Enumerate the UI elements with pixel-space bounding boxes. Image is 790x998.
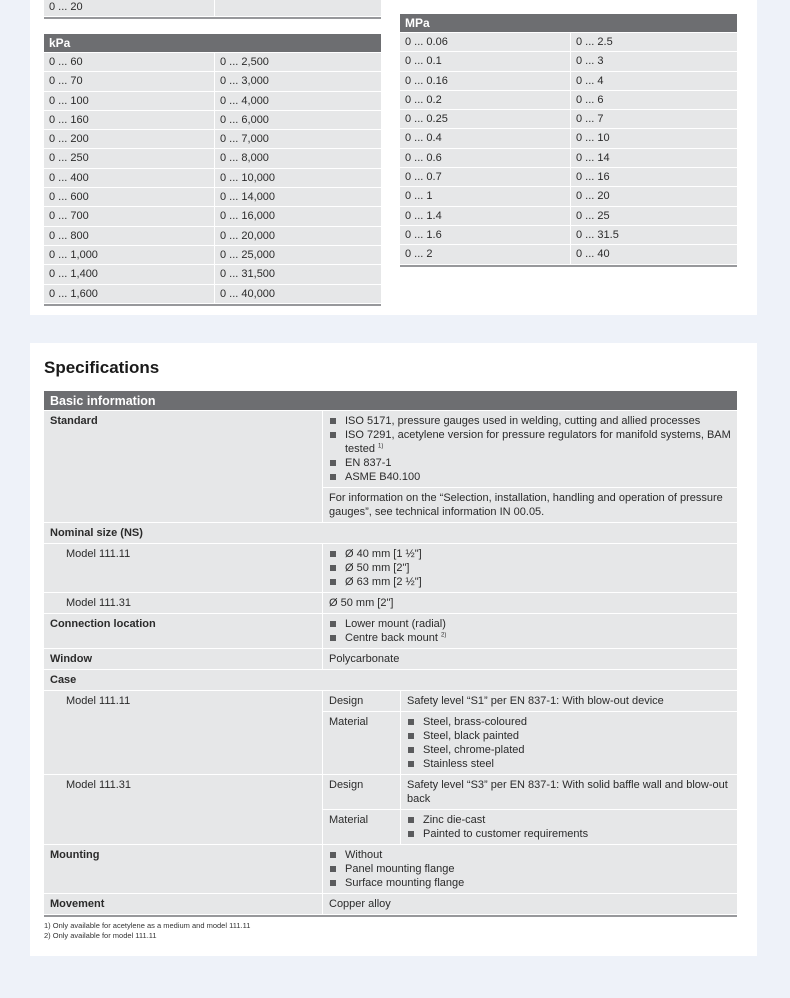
table-row: [44, 246, 381, 265]
mpa-range-table: [400, 14, 737, 267]
table-cell: 0 ... 20: [571, 187, 737, 205]
list-item: EN 837-1: [329, 456, 731, 470]
table-cell: 0 ... 10,000: [215, 169, 381, 187]
table-cell: 0 ... 25: [571, 207, 737, 225]
sub-label: Design: [323, 775, 400, 809]
table-cell: 0 ... 1.4: [400, 207, 570, 225]
table-row: [44, 111, 381, 130]
sub-label: Material: [323, 810, 400, 844]
spec-row-case-model-111-11: [44, 691, 737, 775]
table-cell: 0 ... 0.06: [400, 33, 570, 51]
table-row: [400, 91, 737, 110]
sub-value: [401, 810, 737, 844]
table-cell: 0 ... 800: [44, 227, 214, 245]
list-item: Steel, black painted: [407, 729, 731, 743]
spec-label: Mounting: [44, 845, 322, 893]
table-cell: 0 ... 60: [44, 53, 214, 71]
table-cell: 0 ... 14,000: [215, 188, 381, 206]
list-item: Ø 40 mm [1 ½"]: [329, 547, 731, 561]
table-cell: 0 ... 25,000: [215, 246, 381, 264]
list-item: ISO 7291, acetylene version for pressure regulators for manifold systems, BAM tested $^{1)}$: [329, 428, 731, 456]
table-cell: 0 ... 0.2: [400, 91, 570, 109]
table-cell: 0 ... 70: [44, 72, 214, 90]
table-row: [44, 169, 381, 188]
table-cell: 0 ... 7,000: [215, 130, 381, 148]
spec-value: Copper alloy: [323, 894, 737, 914]
specifications-card: [30, 343, 757, 956]
list-item: Panel mounting flange: [329, 862, 731, 876]
spec-row-window: [44, 649, 737, 670]
specifications-table: [44, 391, 737, 917]
table-cell: 0 ... 0.4: [400, 129, 570, 147]
table-cell: 0 ... 1,400: [44, 265, 214, 283]
footnote: 2) Only available for model 111.11: [44, 931, 157, 940]
table-row: [44, 227, 381, 246]
spec-row-case: [44, 670, 737, 691]
spec-value: [323, 411, 737, 522]
table-cell: 0 ... 160: [44, 111, 214, 129]
footnote-ref: 2): [441, 632, 447, 639]
spec-row-nominal-model-111-11: [44, 544, 737, 593]
table-row: [400, 129, 737, 148]
table-row: [400, 52, 737, 71]
table-cell: 0 ... 2.5: [571, 33, 737, 51]
table-row: [400, 72, 737, 91]
section-header: Basic information: [44, 391, 737, 411]
table-row: [44, 130, 381, 149]
standard-note: For information on the “Selection, installation, handling and operation of pressure gauges”, see technical information IN 00.05.: [329, 492, 723, 518]
table-cell: 0 ... 14: [571, 149, 737, 167]
table-row: [400, 226, 737, 245]
list-item: Surface mounting flange: [329, 876, 731, 890]
spec-row-connection: [44, 614, 737, 649]
model-label: Model 111.31: [44, 593, 322, 613]
table-cell: 0 ... 4: [571, 72, 737, 90]
spec-row-nominal-size: [44, 523, 737, 544]
footnote-ref: 1): [378, 443, 384, 450]
sub-value: Safety level “S3” per EN 837-1: With solid baffle wall and blow-out back: [401, 775, 737, 809]
spec-value: Ø 50 mm [2"]: [323, 593, 737, 613]
spec-value: Polycarbonate: [323, 649, 737, 669]
table-row: [400, 33, 737, 52]
table-cell: 0 ... 1.6: [400, 226, 570, 244]
list-item: Centre back mount $^{2)}$: [329, 631, 731, 645]
table-cell: 0 ... 0.16: [400, 72, 570, 90]
table-cell: 0 ... 400: [44, 169, 214, 187]
table-cell: 0 ... 250: [44, 149, 214, 167]
table-row: [44, 188, 381, 207]
table-row: [44, 285, 381, 304]
sub-label: Design: [323, 691, 400, 711]
table-cell: 0 ... 2: [400, 245, 570, 263]
table-cell: 0 ... 6: [571, 91, 737, 109]
sub-label: Material: [323, 712, 400, 774]
spec-row-case-model-111-31: [44, 775, 737, 845]
list-item: Painted to customer requirements: [407, 827, 731, 841]
table-cell: 0 ... 1,600: [44, 285, 214, 303]
list-item: Stainless steel: [407, 757, 731, 771]
mpa-header: MPa: [400, 14, 737, 33]
table-cell: 0 ... 3: [571, 52, 737, 70]
table-cell: 0 ... 10: [571, 129, 737, 147]
table-row: [44, 72, 381, 91]
spec-label: Window: [44, 649, 322, 669]
table-cell: 0 ... 0.25: [400, 110, 570, 128]
table-cell: 0 ... 31,500: [215, 265, 381, 283]
table-row: [44, 207, 381, 226]
list-item: Ø 63 mm [2 ½"]: [329, 575, 731, 589]
sub-value: Safety level “S1” per EN 837-1: With blow-out device: [401, 691, 737, 711]
table-cell: [215, 0, 381, 16]
table-cell: 0 ... 20,000: [215, 227, 381, 245]
table-cell: 0 ... 16: [571, 168, 737, 186]
kpa-range-table: [44, 34, 381, 306]
table-cell: 0 ... 16,000: [215, 207, 381, 225]
table-row: [44, 53, 381, 72]
table-cell: 0 ... 6,000: [215, 111, 381, 129]
table-cell: 0 ... 2,500: [215, 53, 381, 71]
table-cell: 0 ... 1,000: [44, 246, 214, 264]
table-cell: 0 ... 0.7: [400, 168, 570, 186]
table-row: [400, 168, 737, 187]
footnote: 1) Only available for acetylene as a medium and model 111.11: [44, 921, 251, 930]
table-cell: 0 ... 0.6: [400, 149, 570, 167]
list-item: Zinc die-cast: [407, 813, 731, 827]
table-cell: 0 ... 40,000: [215, 285, 381, 303]
spec-value: [323, 544, 737, 592]
table-row: [400, 245, 737, 264]
spec-row-movement: [44, 894, 737, 915]
table-row: [400, 110, 737, 129]
specifications-title: Specifications: [44, 358, 160, 377]
table-cell: 0 ... 8,000: [215, 149, 381, 167]
table-cell: 0 ... 40: [571, 245, 737, 263]
table-row: [44, 149, 381, 168]
table-cell: 0 ... 4,000: [215, 92, 381, 110]
list-item: Ø 50 mm [2"]: [329, 561, 731, 575]
table-cell: 0 ... 1: [400, 187, 570, 205]
spec-row-standard: [44, 411, 737, 523]
spec-label: Nominal size (NS): [44, 523, 737, 543]
table-cell: 0 ... 700: [44, 207, 214, 225]
list-item: Steel, chrome-plated: [407, 743, 731, 757]
table-cell: 0 ... 20: [44, 0, 214, 16]
table-row: [400, 207, 737, 226]
spec-label: Connection location: [44, 614, 322, 648]
model-label: Model 111.31: [44, 775, 322, 844]
prev-range-table-fragment: [44, 0, 381, 19]
list-item: Lower mount (radial): [329, 617, 731, 631]
sub-value: [401, 712, 737, 774]
spec-label: Movement: [44, 894, 322, 914]
table-cell: 0 ... 600: [44, 188, 214, 206]
spec-value: [323, 614, 737, 648]
table-cell: 0 ... 3,000: [215, 72, 381, 90]
spec-row-nominal-model-111-31: [44, 593, 737, 614]
table-row: [400, 187, 737, 206]
spec-value: [323, 845, 737, 893]
spec-row-mounting: [44, 845, 737, 894]
kpa-header: kPa: [44, 34, 381, 53]
list-item: Without: [329, 848, 731, 862]
range-card: [30, 0, 757, 315]
model-label: Model 111.11: [44, 544, 322, 592]
list-item: ASME B40.100: [329, 470, 731, 484]
table-cell: 0 ... 31.5: [571, 226, 737, 244]
table-cell: 0 ... 200: [44, 130, 214, 148]
table-cell: 0 ... 7: [571, 110, 737, 128]
table-row: [44, 92, 381, 111]
table-row: [44, 265, 381, 284]
table-cell: 0 ... 0.1: [400, 52, 570, 70]
list-item: ISO 5171, pressure gauges used in welding, cutting and allied processes: [329, 414, 731, 428]
model-label: Model 111.11: [44, 691, 322, 774]
list-item: Steel, brass-coloured: [407, 715, 731, 729]
table-row: [400, 149, 737, 168]
footnotes: [44, 921, 250, 941]
spec-label: Standard: [44, 411, 322, 522]
table-cell: 0 ... 100: [44, 92, 214, 110]
spec-label: Case: [44, 670, 737, 690]
